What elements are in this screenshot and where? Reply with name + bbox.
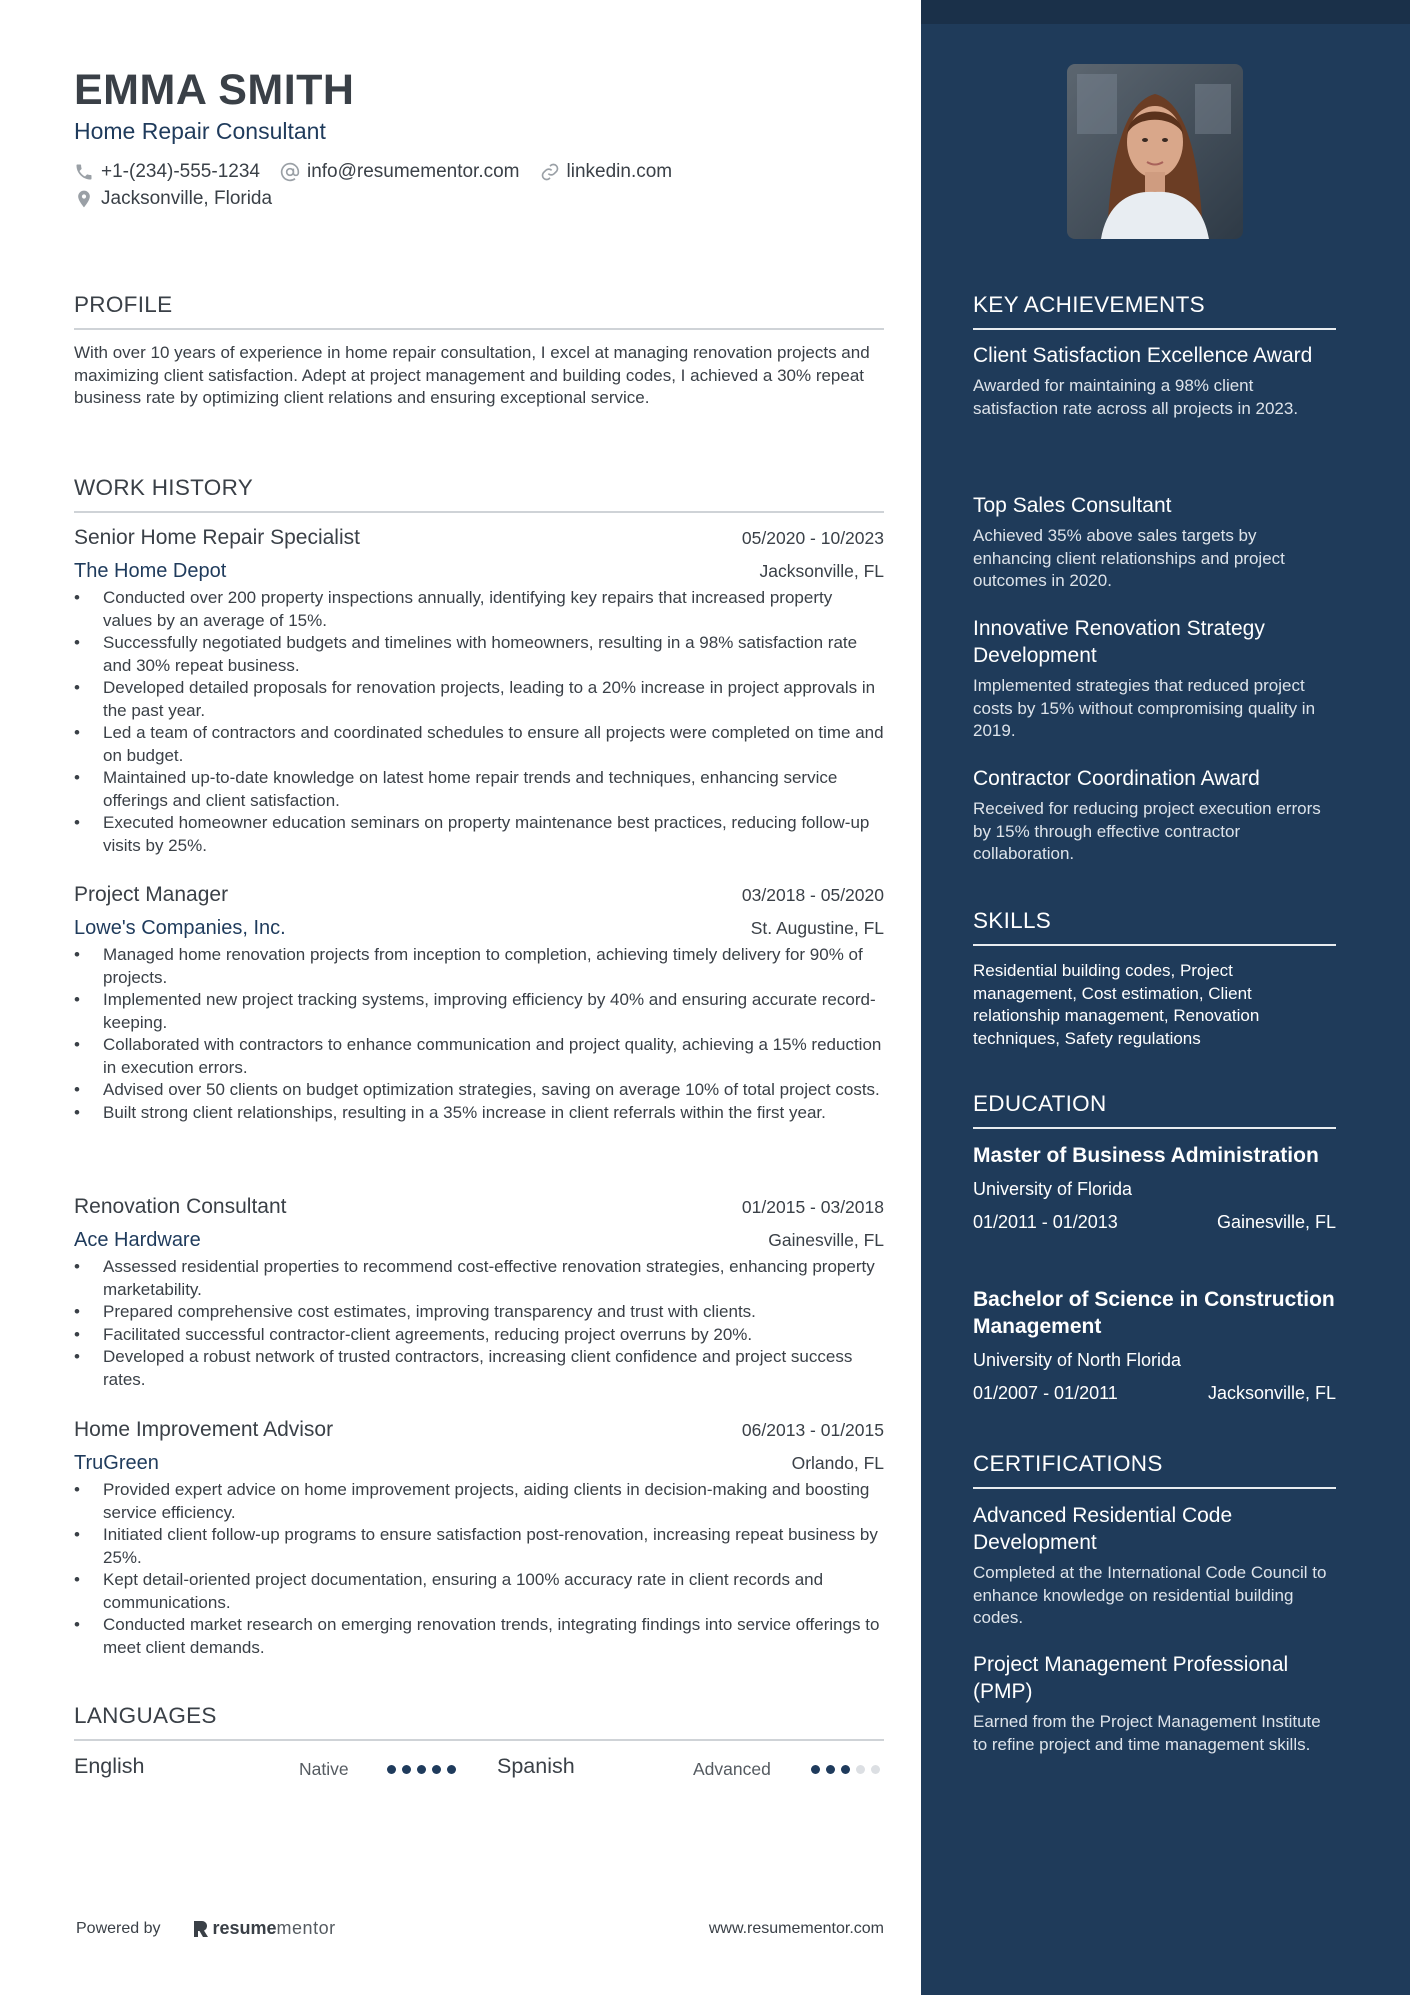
footer-branding	[76, 1918, 336, 1939]
location-pin-icon	[74, 189, 94, 209]
certification-item	[973, 1502, 1336, 1630]
job-bullets	[74, 1479, 884, 1659]
job-entry	[74, 1418, 884, 1659]
job-bullet: • Provided expert advice on home improvement projects, aiding clients in decision-making and boosting service efficiency.	[74, 1479, 884, 1524]
profile-photo	[1067, 64, 1243, 239]
certification-title: Advanced Residential Code Development	[973, 1504, 1233, 1554]
education-item	[973, 1142, 1336, 1233]
job-bullet: • Collaborated with contractors to enhance communication and project quality, achieving a 15% reduction in execution errors.	[74, 1034, 884, 1079]
skills-list: Residential building codes, Project management, Cost estimation, Client relationship management, Renovation techniques, Safety regulations	[973, 961, 1260, 1048]
job-bullet: • Developed detailed proposals for renovation projects, leading to a 20% increase in project approvals in the past year.	[74, 677, 884, 722]
achievement-item	[973, 615, 1336, 743]
achievement-title: Client Satisfaction Excellence Award	[973, 344, 1313, 367]
achievement-desc: Received for reducing project execution errors by 15% through effective contractor collaboration.	[973, 799, 1321, 863]
rating-dot	[871, 1765, 880, 1774]
contact-row-1	[74, 161, 692, 183]
language-name: English	[74, 1754, 145, 1778]
languages-list	[74, 1754, 884, 1784]
job-bullet: • Assessed residential properties to recommend cost-effective renovation strategies, enhancing property marketability.	[74, 1256, 884, 1301]
language-level: Advanced	[693, 1759, 771, 1779]
rating-dot	[387, 1765, 396, 1774]
contact-row-2	[74, 188, 292, 210]
certifications-heading: CERTIFICATIONS	[973, 1451, 1336, 1489]
footer-url[interactable]: www.resumementor.com	[708, 1920, 884, 1937]
language-rating	[811, 1765, 886, 1774]
job-bullet: • Conducted over 200 property inspections annually, identifying key repairs that increased property values by an average of 15%.	[74, 587, 884, 632]
achievement-title: Contractor Coordination Award	[973, 767, 1260, 790]
job-bullets	[74, 587, 884, 857]
job-company: TruGreen	[74, 1452, 159, 1474]
achievement-item	[973, 492, 1336, 593]
achievements-heading: KEY ACHIEVEMENTS	[973, 292, 1336, 330]
rating-dot	[856, 1765, 865, 1774]
sidebar	[921, 0, 1410, 1995]
logo-text-bold: resume	[212, 1918, 277, 1938]
profile-heading: PROFILE	[74, 292, 884, 330]
job-title: Renovation Consultant	[74, 1195, 287, 1218]
portrait-image	[1067, 64, 1243, 239]
job-bullet: • Conducted market research on emerging renovation trends, integrating findings into service offerings to meet client demands.	[74, 1614, 884, 1659]
achievement-desc: Achieved 35% above sales targets by enhancing client relationships and project outcomes in 2020.	[973, 526, 1285, 590]
education-heading: EDUCATION	[973, 1091, 1336, 1129]
education-degree: Bachelor of Science in Construction Management	[973, 1288, 1335, 1338]
language-name: Spanish	[497, 1754, 575, 1778]
logo-mark-icon	[191, 1919, 209, 1939]
achievement-desc: Implemented strategies that reduced project costs by 15% without compromising quality in 2019.	[973, 676, 1316, 740]
certification-item	[973, 1651, 1336, 1756]
certification-desc: Earned from the Project Management Institute to refine project and time management skills.	[973, 1712, 1321, 1754]
link-icon	[540, 162, 560, 182]
job-title: Project Manager	[74, 883, 229, 906]
job-bullet: • Facilitated successful contractor-client agreements, reducing project overruns by 20%.	[74, 1324, 884, 1347]
powered-by-label: Powered by	[76, 1919, 161, 1937]
job-entry	[74, 883, 884, 1124]
at-sign-icon	[280, 162, 300, 182]
rating-dot	[841, 1765, 850, 1774]
education-school: University of Florida	[973, 1179, 1133, 1199]
job-location: Gainesville, FL	[768, 1230, 884, 1250]
rating-dot	[402, 1765, 411, 1774]
job-entry	[74, 526, 884, 857]
location-item	[74, 188, 272, 210]
education-location: Gainesville, FL	[1216, 1212, 1336, 1232]
job-location: Jacksonville, FL	[759, 561, 884, 581]
job-bullet: • Advised over 50 clients on budget optimization strategies, saving on average 10% of total project costs.	[74, 1079, 884, 1102]
rating-dot	[417, 1765, 426, 1774]
job-bullet: • Built strong client relationships, resulting in a 35% increase in client referrals within the first year.	[74, 1102, 884, 1125]
job-location: St. Augustine, FL	[750, 918, 884, 938]
education-degree: Master of Business Administration	[973, 1144, 1319, 1167]
job-bullet: • Successfully negotiated budgets and timelines with homeowners, resulting in a 98% satisfaction rate and 30% repeat business.	[74, 632, 884, 677]
logo-text-light: mentor	[276, 1918, 336, 1938]
phone-item	[74, 161, 260, 183]
sidebar-top-band	[921, 0, 1410, 24]
job-bullet: • Led a team of contractors and coordinated schedules to ensure all projects were completed on time and on budget.	[74, 722, 884, 767]
rating-dot	[811, 1765, 820, 1774]
candidate-name: EMMA SMITH	[74, 66, 355, 114]
phone-icon	[74, 162, 94, 182]
job-dates: 05/2020 - 10/2023	[741, 528, 884, 548]
achievement-item	[973, 342, 1336, 420]
job-location: Orlando, FL	[791, 1453, 884, 1473]
job-bullet: • Initiated client follow-up programs to ensure satisfaction post-renovation, increasing repeat business by 25%.	[74, 1524, 884, 1569]
job-company: The Home Depot	[74, 560, 227, 582]
job-entry	[74, 1195, 884, 1391]
rating-dot	[447, 1765, 456, 1774]
job-bullets	[74, 1256, 884, 1391]
achievement-title: Top Sales Consultant	[973, 494, 1172, 517]
job-bullet: • Kept detail-oriented project documentation, ensuring a 100% accuracy rate in client records and communications.	[74, 1569, 884, 1614]
email-link[interactable]: info@resumementor.com	[306, 161, 520, 182]
job-title: Senior Home Repair Specialist	[74, 526, 360, 549]
job-bullet: • Developed a robust network of trusted contractors, increasing client confidence and project success rates.	[74, 1346, 884, 1391]
achievement-desc: Awarded for maintaining a 98% client satisfaction rate across all projects in 2023.	[973, 376, 1299, 418]
achievement-title: Innovative Renovation Strategy Development	[973, 617, 1265, 667]
linkedin-item[interactable]	[540, 161, 673, 183]
language-level: Native	[299, 1759, 349, 1779]
job-bullet: • Maintained up-to-date knowledge on latest home repair trends and techniques, enhancing service offerings and client satisfaction.	[74, 767, 884, 812]
job-bullet: • Executed homeowner education seminars on property maintenance best practices, reducing follow-up visits by 25%.	[74, 812, 884, 857]
job-dates: 06/2013 - 01/2015	[741, 1420, 884, 1440]
education-dates: 01/2011 - 01/2013	[973, 1212, 1118, 1232]
rating-dot	[826, 1765, 835, 1774]
job-title: Home Improvement Advisor	[74, 1418, 334, 1441]
job-dates: 01/2015 - 03/2018	[741, 1197, 884, 1217]
profile-summary: With over 10 years of experience in home repair consultation, I excel at managing renovation projects and maximizing client satisfaction. Adept at project management and building codes, I achieved a 30% repeat business rate by optimizing client relations and ensuring exceptional service.	[74, 343, 870, 407]
job-bullets	[74, 944, 884, 1124]
language-rating	[387, 1765, 462, 1774]
achievement-item	[973, 765, 1336, 866]
education-school: University of North Florida	[973, 1350, 1182, 1370]
job-bullet: • Prepared comprehensive cost estimates, improving transparency and trust with clients.	[74, 1301, 884, 1324]
linkedin-link[interactable]: linkedin.com	[566, 161, 673, 182]
job-title-heading: Home Repair Consultant	[74, 118, 326, 144]
phone-text: +1-(234)-555-1234	[101, 161, 260, 182]
work-history-heading: WORK HISTORY	[74, 475, 884, 513]
job-bullet: • Implemented new project tracking systems, improving efficiency by 40% and ensuring accurate record-keeping.	[74, 989, 884, 1034]
job-bullet: • Managed home renovation projects from inception to completion, achieving timely delivery for 90% of projects.	[74, 944, 884, 989]
skills-heading: SKILLS	[973, 908, 1336, 946]
job-company: Ace Hardware	[74, 1229, 201, 1251]
education-location: Jacksonville, FL	[1207, 1383, 1336, 1403]
languages-heading: LANGUAGES	[74, 1703, 884, 1741]
location-text: Jacksonville, Florida	[101, 188, 273, 209]
education-item	[973, 1286, 1336, 1404]
education-dates: 01/2007 - 01/2011	[973, 1383, 1118, 1403]
job-dates: 03/2018 - 05/2020	[741, 885, 884, 905]
resumementor-logo[interactable]	[191, 1918, 336, 1939]
certification-title: Project Management Professional (PMP)	[973, 1653, 1289, 1703]
job-company: Lowe's Companies, Inc.	[74, 917, 286, 939]
rating-dot	[432, 1765, 441, 1774]
email-item[interactable]	[280, 161, 520, 183]
certification-desc: Completed at the International Code Council to enhance knowledge on residential building codes.	[973, 1563, 1327, 1627]
